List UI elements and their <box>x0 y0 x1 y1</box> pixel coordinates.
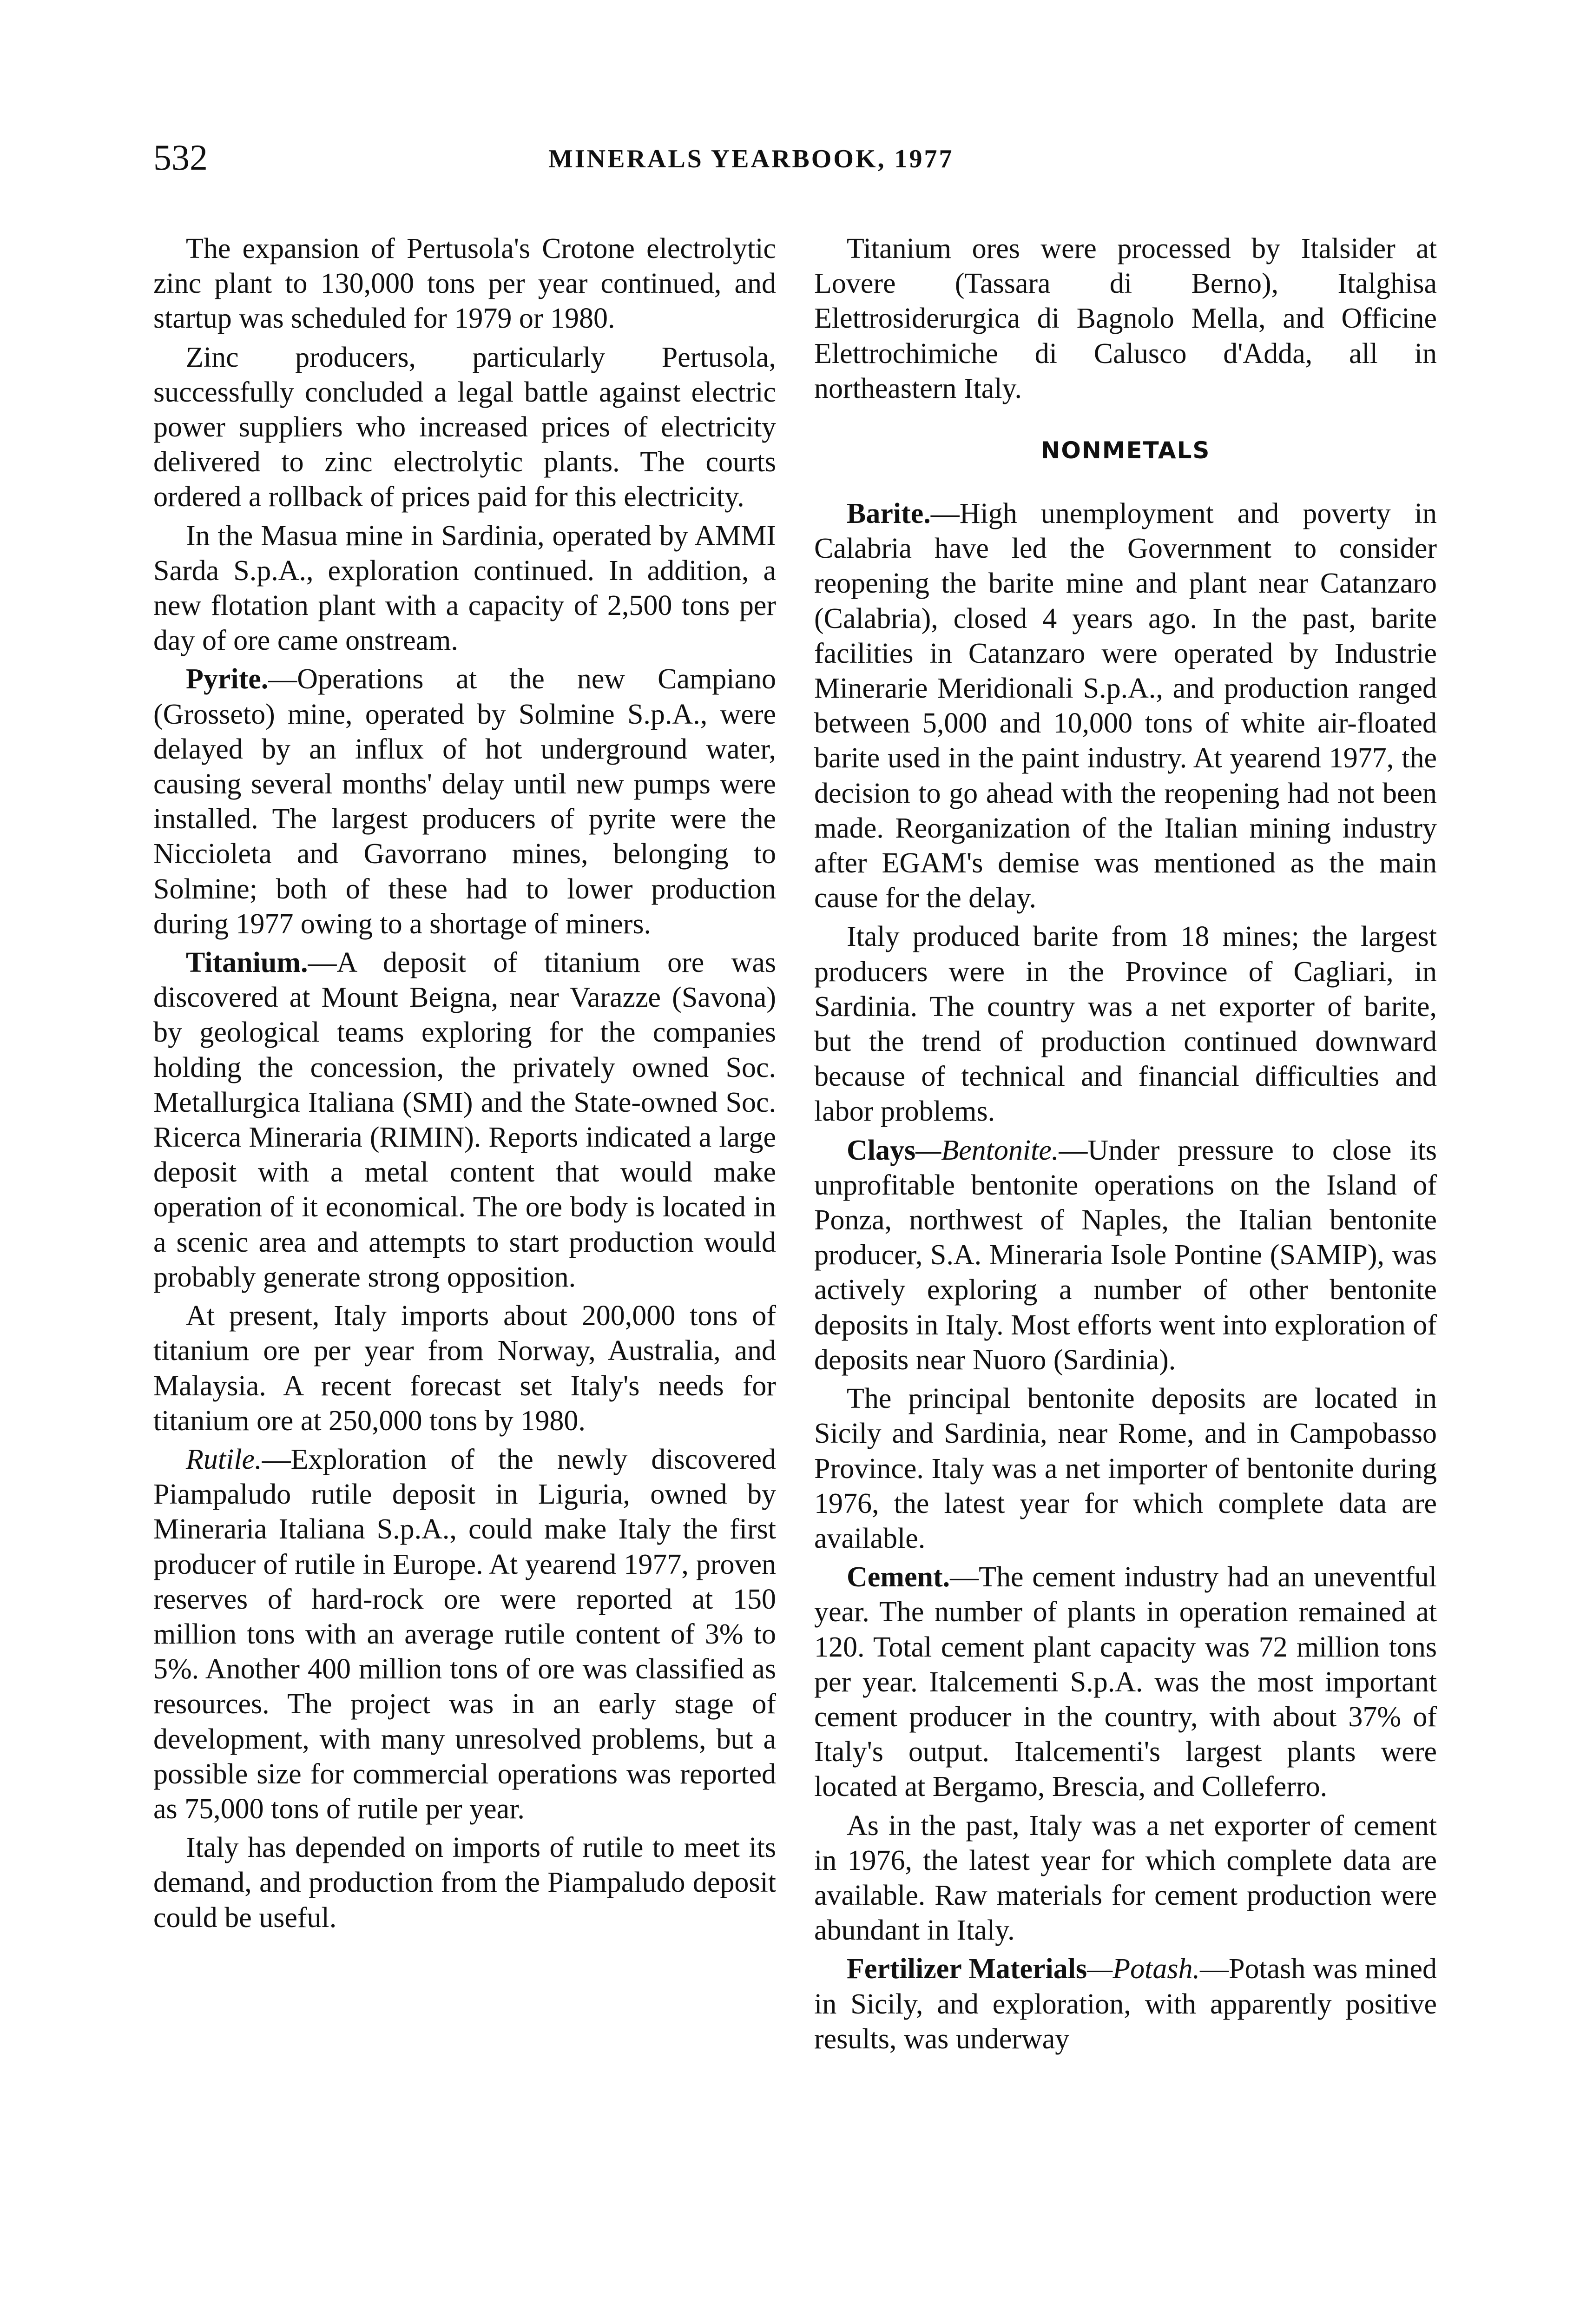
paragraph-zinc-expansion: The expansion of Pertusola's Crotone electrolytic zinc plant to 130,000 tons per year continued, and startup was scheduled for 1979 or 1980. <box>153 233 776 335</box>
cement-text: —The cement industry had an uneventful year. The number of plants in operation remained at 120. Total cement plant capacity was 72 million tons per year. Italcementi S.p.A. was the most important cement producer in the country, with about 37% of Italy's output. Italcementi's largest plants were located at Bergamo, Brescia, and Colleferro. <box>814 1561 1437 1803</box>
barite-heading: Barite. <box>847 498 931 530</box>
paragraph-cement-exports: As in the past, Italy was a net exporter of cement in 1976, the latest year for which complete data are available. Raw materials for cement production were abundant in Italy. <box>814 1809 1437 1947</box>
paragraph-cement <box>814 1560 1437 1804</box>
paragraph-clays <box>814 1133 1437 1378</box>
clays-heading: Clays <box>847 1134 916 1166</box>
rutile-heading: Rutile. <box>186 1443 262 1475</box>
running-title: MINERALS YEARBOOK, 1977 <box>548 145 954 173</box>
pyrite-text: —Operations at the new Campiano (Grosseto) mine, operated by Solmine S.p.A., were delayed by an influx of hot underground water, causing several months' delay until new pumps were installed. The largest producers of pyrite were the Niccioleta and Gavorrano mines, belonging to Solmine; both of these had to lower production during 1977 owing to a shortage of miners. <box>153 663 776 940</box>
potash-subheading: —Potash. <box>1087 1953 1200 1985</box>
fertilizer-text: —Potash was mined in Sicily, and exploration, with apparently positive results, was underway <box>814 1953 1437 2055</box>
paragraph-titanium-imports: At present, Italy imports about 200,000 tons of titanium ore per year from Norway, Australia, and Malaysia. A recent forecast set Italy's needs for titanium ore at 250,000 tons by 1980. <box>153 1300 776 1437</box>
paragraph-masua-mine: In the Masua mine in Sardinia, operated by AMMI Sarda S.p.A., exploration continued. In addition, a new flotation plant with a capacity of 2,500 tons per day of ore came onstream. <box>153 520 776 657</box>
paragraph-titanium-ores: Titanium ores were processed by Italsider at Lovere (Tassara di Berno), Italghisa Elettrosiderurgica di Bagnolo Mella, and Officine Elettrochimiche di Calusco d'Adda, all in northeastern Italy. <box>814 233 1437 404</box>
paragraph-barite-production: Italy produced barite from 18 mines; the largest producers were in the Province of Cagliari, in Sardinia. The country was a net exporter of barite, but the trend of production continued downward because of technical and financial difficulties and labor problems. <box>814 921 1437 1128</box>
barite-text: —High unemployment and poverty in Calabria have led the Government to consider reopening the barite mine and plant near Catanzaro (Calabria), closed 4 years ago. In the past, barite facilities in Catanzaro were operated by Industrie Minerarie Meridionali S.p.A., and production ranged between 5,000 and 10,000 tons of white air-floated barite used in the paint industry. At yearend 1977, the decision to go ahead with the reopening had not been made. Reorganization of the Italian mining industry after EGAM's demise was mentioned as the main cause for the delay. <box>814 498 1437 914</box>
titanium-text: —A deposit of titanium ore was discovered at Mount Beigna, near Varazze (Savona) by geological teams exploring for the companies holding the concession, the privately owned Soc. Metallurgica Italiana (SMI) and the State-owned Soc. Ricerca Mineraria (RIMIN). Reports indicated a large deposit with a metal content that would make operation of it economical. The ore body is located in a scenic area and attempts to start production would probably generate strong opposition. <box>153 947 776 1293</box>
bentonite-subheading: —Bentonite. <box>915 1134 1059 1166</box>
titanium-heading: Titanium. <box>186 947 308 979</box>
left-column <box>153 231 776 1939</box>
clays-text: —Under pressure to close its unprofitable bentonite operations on the Island of Ponza, northwest of Naples, the Italian bentonite producer, S.A. Mineraria Isole Pontine (SAMIP), was actively exploring a number of other bentonite deposits in Italy. Most efforts went into exploration of deposits near Nuoro (Sardinia). <box>814 1134 1437 1376</box>
pyrite-heading: Pyrite. <box>186 663 269 695</box>
page-number: 532 <box>153 137 208 178</box>
rutile-text: —Exploration of the newly discovered Piampaludo rutile deposit in Liguria, owned by Mineraria Italiana S.p.A., could make Italy the first producer of rutile in Europe. At yearend 1977, proven reserves of hard-rock ore were reported at 150 million tons with an average rutile content of 3% to 5%. Another 400 million tons of ore was classified as resources. The project was in an early stage of development, with many unresolved problems, but a possible size for commercial operations was reported as 75,000 tons of rutile per year. <box>153 1443 776 1825</box>
paragraph-bentonite-deposits: The principal bentonite deposits are located in Sicily and Sardinia, near Rome, and in Campobasso Province. Italy was a net importer of bentonite during 1976, the latest year for which complete data are available. <box>814 1383 1437 1554</box>
section-heading-nonmetals: NONMETALS <box>1040 437 1211 464</box>
paragraph-fertilizer <box>814 1952 1437 2057</box>
right-column <box>814 231 1437 2060</box>
paragraph-titanium <box>153 945 776 1295</box>
paragraph-zinc-producers: Zinc producers, particularly Pertusola, successfully concluded a legal battle against electric power suppliers who increased prices of electricity delivered to zinc electrolytic plants. The courts ordered a rollback of prices paid for this electricity. <box>153 341 776 513</box>
paragraph-rutile <box>153 1442 776 1827</box>
fertilizer-heading: Fertilizer Materials <box>847 1953 1087 1985</box>
paragraph-rutile-imports: Italy has depended on imports of rutile to meet its demand, and production from the Piampaludo deposit could be useful. <box>153 1832 776 1934</box>
paragraph-pyrite <box>153 662 776 942</box>
cement-heading: Cement. <box>847 1561 950 1593</box>
paragraph-barite <box>814 496 1437 916</box>
